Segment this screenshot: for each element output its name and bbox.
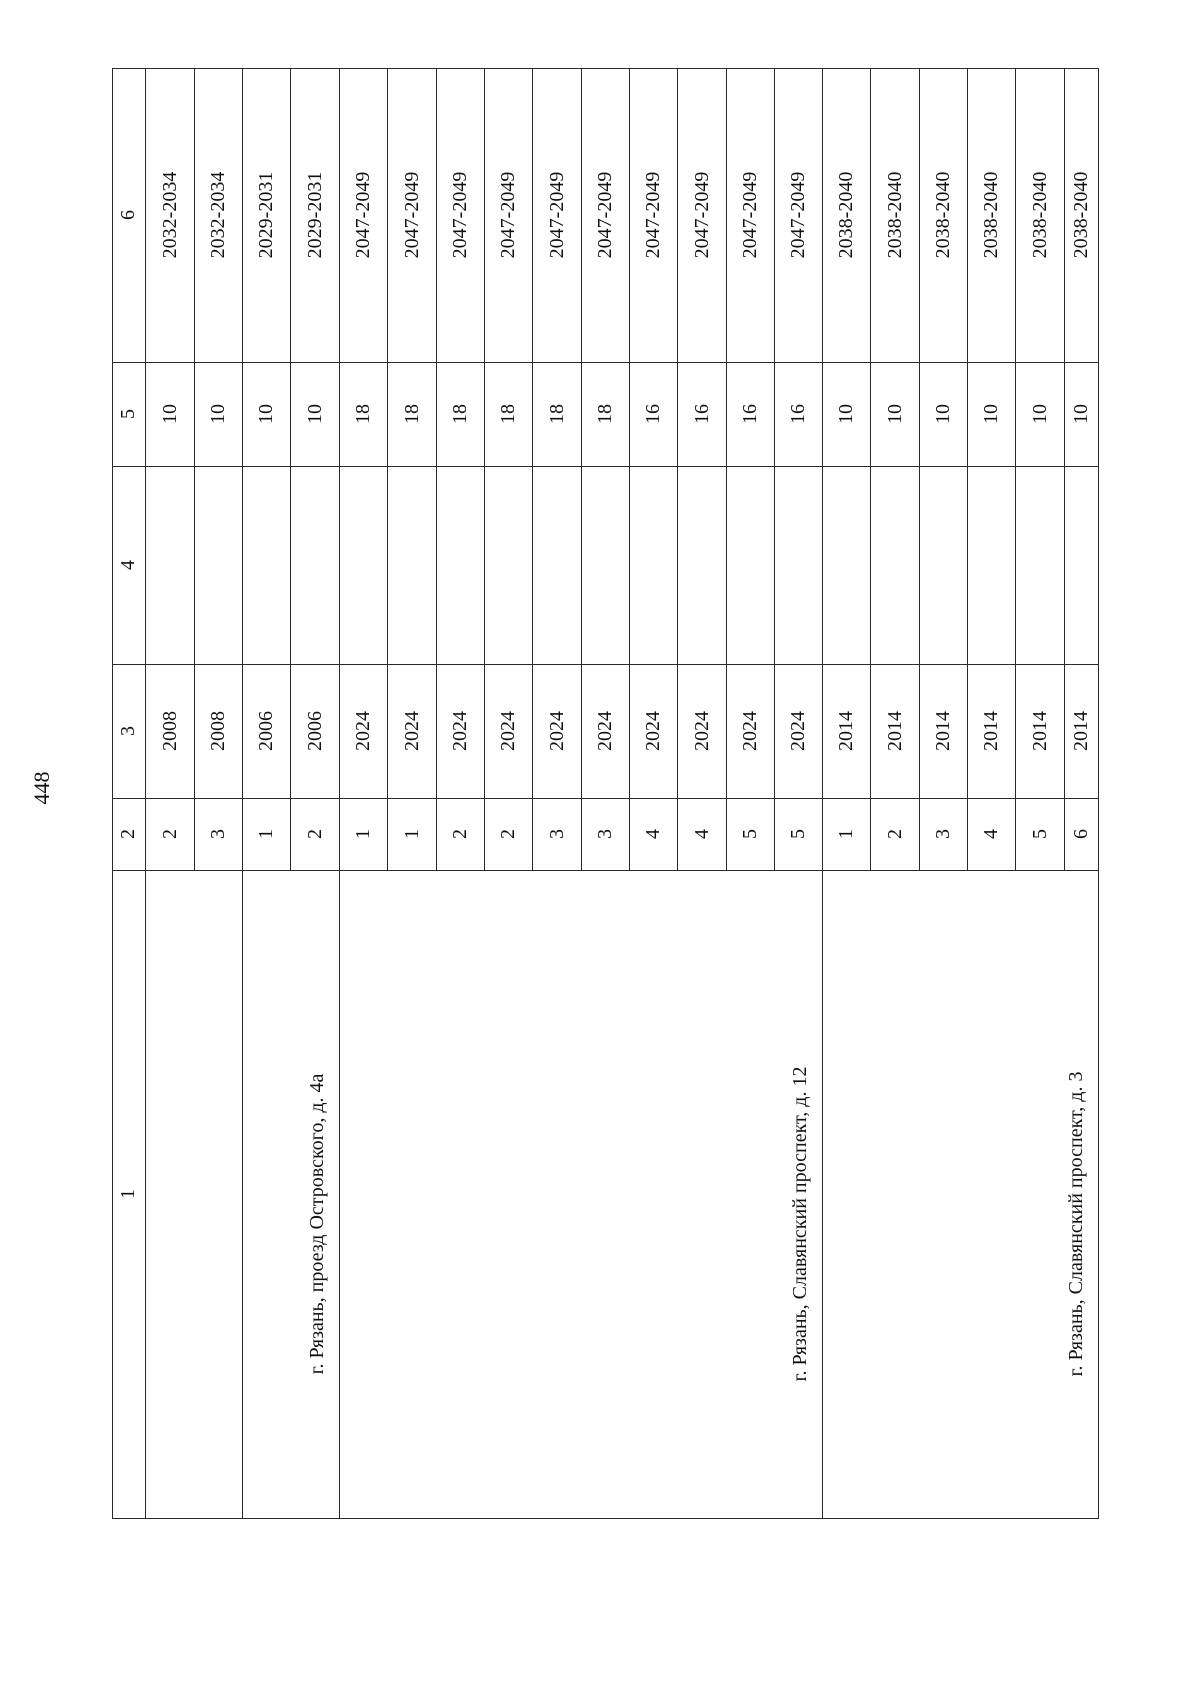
- row-divider: [870, 68, 871, 870]
- group-divider: [822, 68, 823, 1518]
- table-cell: 2038-2040: [980, 171, 1002, 259]
- table-cell: 3: [594, 829, 616, 839]
- row-divider: [1015, 68, 1016, 870]
- column-header-6: 6: [117, 210, 139, 220]
- table-cell: 16: [642, 404, 664, 424]
- table-cell: 3: [932, 829, 954, 839]
- table-cell: 2047-2049: [400, 171, 423, 259]
- table-cell: 2008: [158, 711, 181, 751]
- table-cell: 18: [594, 404, 616, 424]
- table-cell: 2047-2049: [690, 171, 713, 259]
- table-cell: 18: [400, 404, 423, 424]
- table-cell: 2029-2031: [303, 171, 326, 259]
- table-cell: 2: [497, 829, 519, 839]
- table-cell: 2024: [739, 711, 761, 751]
- table-cell: 2024: [400, 711, 423, 751]
- table-cell: 2: [883, 829, 906, 839]
- table-cell: 10: [1028, 404, 1051, 424]
- table-cell: 2047-2049: [449, 171, 471, 259]
- table-border-left: [112, 68, 113, 1518]
- table-cell: 1: [400, 829, 423, 839]
- row-divider: [774, 68, 775, 870]
- table-cell: 10: [835, 404, 857, 424]
- table-cell: 1: [835, 829, 857, 839]
- table-cell: 2047-2049: [352, 171, 374, 259]
- table-cell: 2: [158, 829, 181, 839]
- table-cell: 2047-2049: [545, 171, 568, 259]
- table-cell: 2024: [352, 711, 374, 751]
- table-cell: 2038-2040: [932, 171, 954, 259]
- table-cell: 3: [545, 829, 568, 839]
- row-divider: [194, 68, 195, 870]
- table-cell: 2038-2040: [883, 171, 906, 259]
- table-cell: 2032-2034: [207, 171, 229, 259]
- row-divider: [484, 68, 485, 870]
- table-cell: 2038-2040: [1070, 171, 1092, 259]
- table-cell: 10: [883, 404, 906, 424]
- table-cell: 16: [739, 404, 761, 424]
- table-cell: 2047-2049: [739, 171, 761, 259]
- table-cell: 2024: [449, 711, 471, 751]
- column-header-1: 1: [117, 1189, 139, 1199]
- table-cell: 2: [303, 829, 326, 839]
- row-divider: [387, 68, 388, 870]
- row-divider: [919, 68, 920, 870]
- table-cell: 5: [1028, 829, 1051, 839]
- table-cell: 4: [980, 829, 1002, 839]
- table-border-right: [1098, 68, 1099, 1519]
- table-cell: 2014: [883, 711, 906, 751]
- table-cell: 18: [352, 404, 374, 424]
- column-header-5: 5: [117, 409, 139, 419]
- table-cell: 2047-2049: [787, 171, 809, 259]
- row-divider: [436, 68, 437, 870]
- table-cell: 1: [352, 829, 374, 839]
- row-divider: [677, 68, 678, 870]
- row-divider: [1064, 68, 1065, 870]
- table-cell: 2014: [932, 711, 954, 751]
- row-divider: [629, 68, 630, 870]
- column-divider: [112, 870, 1098, 871]
- table-cell: 2047-2049: [594, 171, 616, 259]
- table-cell: 10: [1070, 404, 1092, 424]
- column-header-4: 4: [117, 560, 139, 570]
- row-divider: [726, 68, 727, 870]
- table-cell: 2014: [980, 711, 1002, 751]
- table-cell: 2038-2040: [835, 171, 857, 259]
- table-cell: 10: [932, 404, 954, 424]
- table-cell: 2024: [642, 711, 664, 751]
- table-cell: 6: [1070, 829, 1092, 839]
- table-cell: 1: [255, 829, 277, 839]
- table-cell: 10: [255, 404, 277, 424]
- table-cell: 2024: [594, 711, 616, 751]
- table-cell: 18: [497, 404, 519, 424]
- table-border-bottom: [112, 1518, 1099, 1519]
- table-cell: 3: [207, 829, 229, 839]
- table-cell: 2047-2049: [497, 171, 519, 259]
- row-divider: [145, 68, 146, 870]
- table-cell: 16: [690, 404, 713, 424]
- table-cell: 2014: [1070, 711, 1092, 751]
- table-cell: 10: [980, 404, 1002, 424]
- column-header-3: 3: [117, 726, 139, 736]
- column-divider: [112, 664, 1098, 665]
- table-cell: 2024: [787, 711, 809, 751]
- table-border-top: [112, 68, 1098, 69]
- row-divider: [581, 68, 582, 870]
- row-divider: [967, 68, 968, 870]
- column-divider: [112, 362, 1098, 363]
- table-cell: 10: [158, 404, 181, 424]
- table-cell: 2024: [545, 711, 568, 751]
- column-divider: [112, 466, 1098, 467]
- group-divider: [339, 68, 340, 1518]
- table-cell: 16: [787, 404, 809, 424]
- table-cell: 2032-2034: [158, 171, 181, 259]
- address-cell: г. Рязань, проезд Островского, д. 4а: [306, 1073, 328, 1375]
- table-cell: 2014: [835, 711, 857, 751]
- table-cell: 2014: [1028, 711, 1051, 751]
- address-cell: г. Рязань, Славянский проспект, д. 3: [1065, 1071, 1087, 1377]
- table-cell: 5: [787, 829, 809, 839]
- page-number: 448: [29, 771, 54, 805]
- table-cell: 2008: [207, 711, 229, 751]
- table-cell: 4: [690, 829, 713, 839]
- address-cell: г. Рязань, Славянский проспект, д. 12: [789, 1066, 811, 1382]
- table-cell: 2024: [690, 711, 713, 751]
- row-divider: [290, 68, 291, 870]
- table-cell: 2047-2049: [642, 171, 664, 259]
- table-cell: 2024: [497, 711, 519, 751]
- table-cell: 4: [642, 829, 664, 839]
- table-cell: 18: [545, 404, 568, 424]
- table-cell: 5: [739, 829, 761, 839]
- row-divider: [532, 68, 533, 870]
- table-cell: 10: [303, 404, 326, 424]
- table-cell: 2006: [303, 711, 326, 751]
- column-header-2: 2: [117, 829, 139, 839]
- table-cell: 2006: [255, 711, 277, 751]
- table-cell: 2038-2040: [1028, 171, 1051, 259]
- table-cell: 18: [449, 404, 471, 424]
- table-cell: 2: [449, 829, 471, 839]
- table-cell: 10: [207, 404, 229, 424]
- column-divider: [112, 798, 1098, 799]
- table-cell: 2029-2031: [255, 171, 277, 259]
- group-divider: [242, 68, 243, 1518]
